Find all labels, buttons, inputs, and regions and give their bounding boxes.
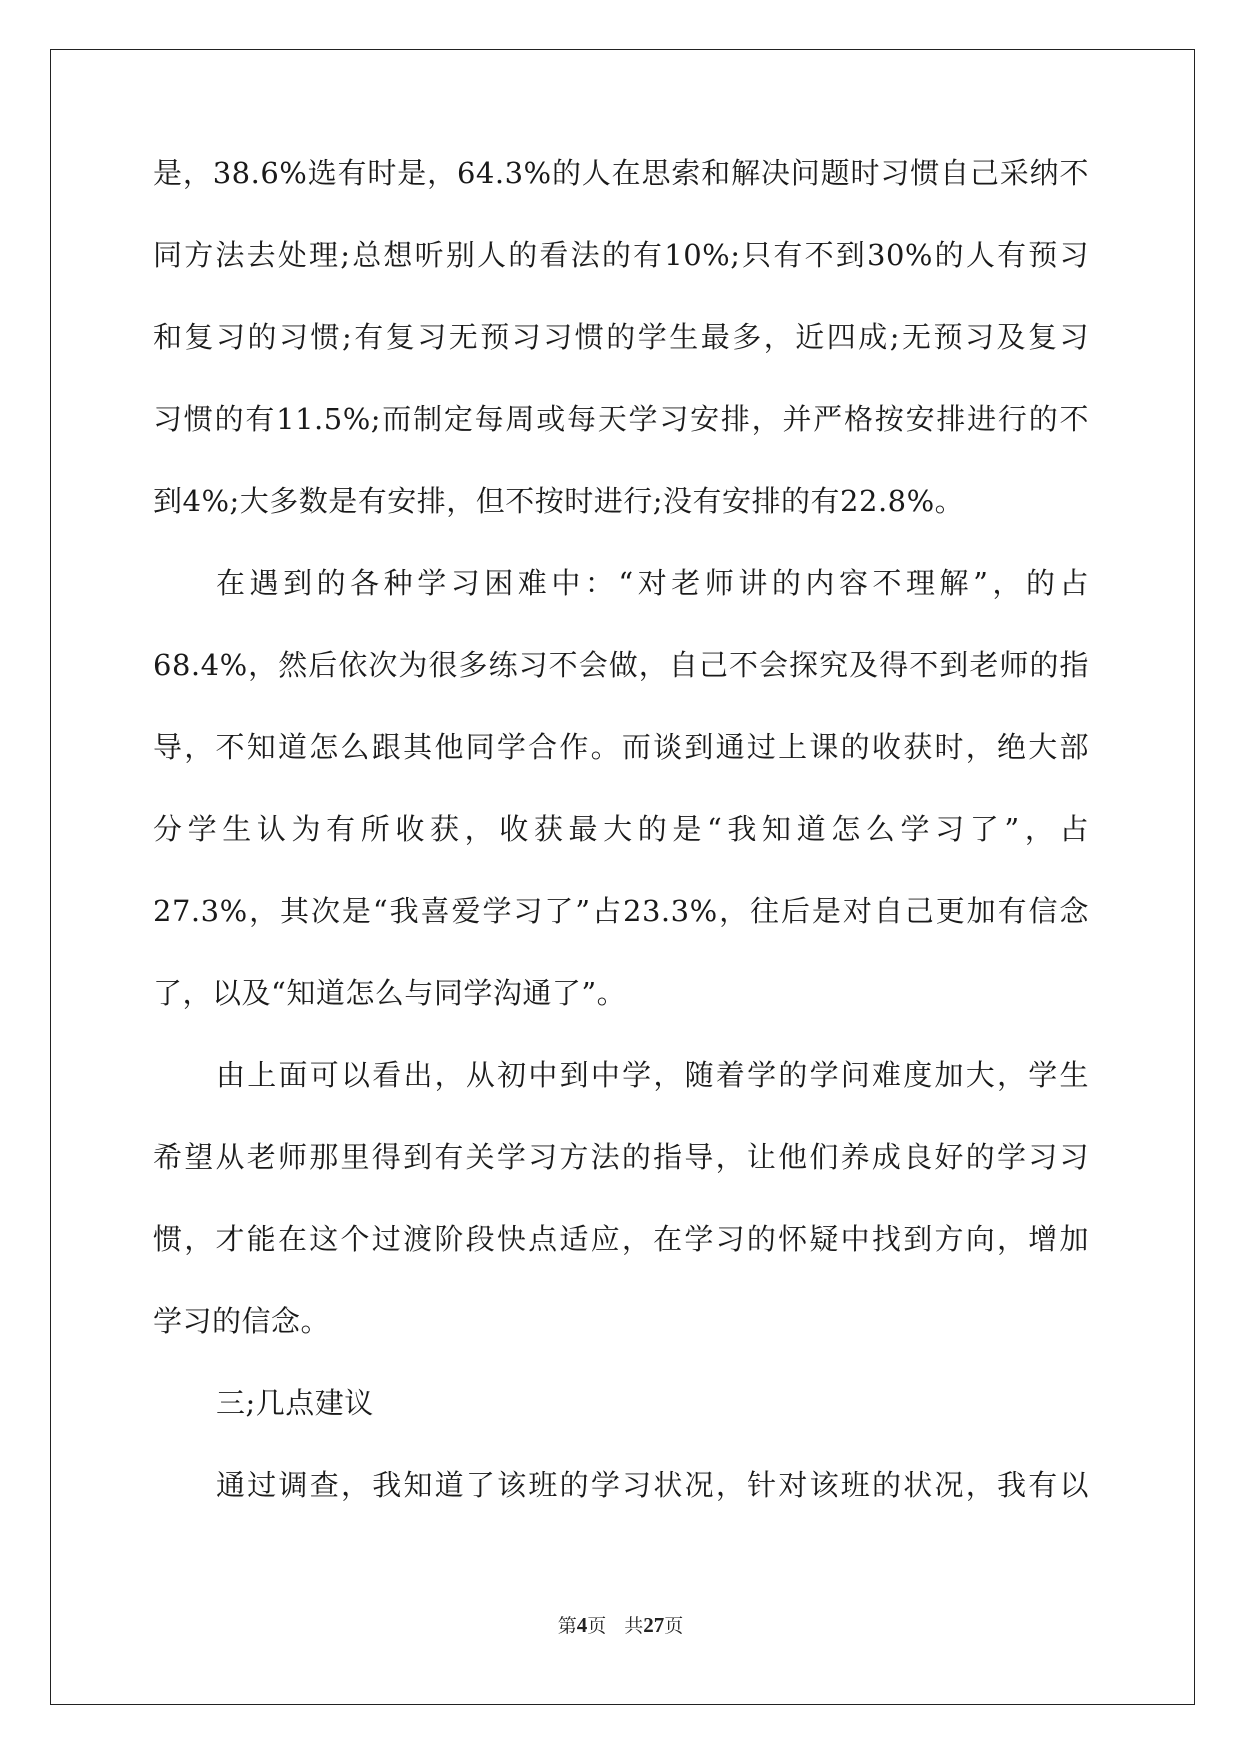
current-page-number: 4 <box>576 1613 588 1637</box>
paragraph-4-line: 三;几点建议 <box>216 1386 374 1420</box>
footer-prefix: 第 <box>557 1615 577 1637</box>
paragraph-1-line: 习惯的有11.5%;而制定每周或每天学习安排，并严格按安排进行的不 <box>153 402 1089 436</box>
paragraph-1-line: 和复习的习惯;有复习无预习习惯的学生最多，近四成;无预习及复习 <box>153 320 1089 354</box>
page-footer <box>0 1611 1241 1638</box>
footer-total-prefix: 共 <box>624 1615 644 1637</box>
paragraph-1-line: 到4%;大多数是有安排，但不按时进行;没有安排的有22.8%。 <box>153 484 965 518</box>
paragraph-1-line: 同方法去处理;总想听别人的看法的有10%;只有不到30%的人有预习 <box>153 238 1089 272</box>
document-body <box>153 158 1089 1552</box>
footer-page-unit: 页 <box>587 1615 607 1637</box>
paragraph-2-line: 导，不知道怎么跟其他同学合作。而谈到通过上课的收获时，绝大部 <box>153 730 1089 764</box>
paragraph-3-line: 由上面可以看出，从初中到中学，随着学的学问难度加大，学生 <box>216 1058 1089 1092</box>
paragraph-5-line: 通过调查，我知道了该班的学习状况，针对该班的状况，我有以 <box>216 1468 1089 1502</box>
paragraph-2-line: 68.4%，然后依次为很多练习不会做，自己不会探究及得不到老师的指 <box>153 648 1089 682</box>
paragraph-3-line: 学习的信念。 <box>153 1304 331 1338</box>
paragraph-3-line: 惯，才能在这个过渡阶段快点适应，在学习的怀疑中找到方向，增加 <box>153 1222 1089 1256</box>
paragraph-1-line: 是，38.6%选有时是，64.3%的人在思索和解决问题时习惯自己采纳不 <box>153 156 1089 190</box>
paragraph-2-line: 了，以及“知道怎么与同学沟通了”。 <box>153 976 627 1010</box>
paragraph-2-line: 分学生认为有所收获，收获最大的是“我知道怎么学习了”，占 <box>153 812 1089 846</box>
paragraph-2-line: 27.3%，其次是“我喜爱学习了”占23.3%，往后是对自己更加有信念 <box>153 894 1089 928</box>
total-page-count: 27 <box>643 1613 665 1637</box>
paragraph-2-line: 在遇到的各种学习困难中：“对老师讲的内容不理解”，的占 <box>216 566 1089 600</box>
footer-total-unit: 页 <box>664 1615 684 1637</box>
paragraph-3-line: 希望从老师那里得到有关学习方法的指导，让他们养成良好的学习习 <box>153 1140 1089 1174</box>
